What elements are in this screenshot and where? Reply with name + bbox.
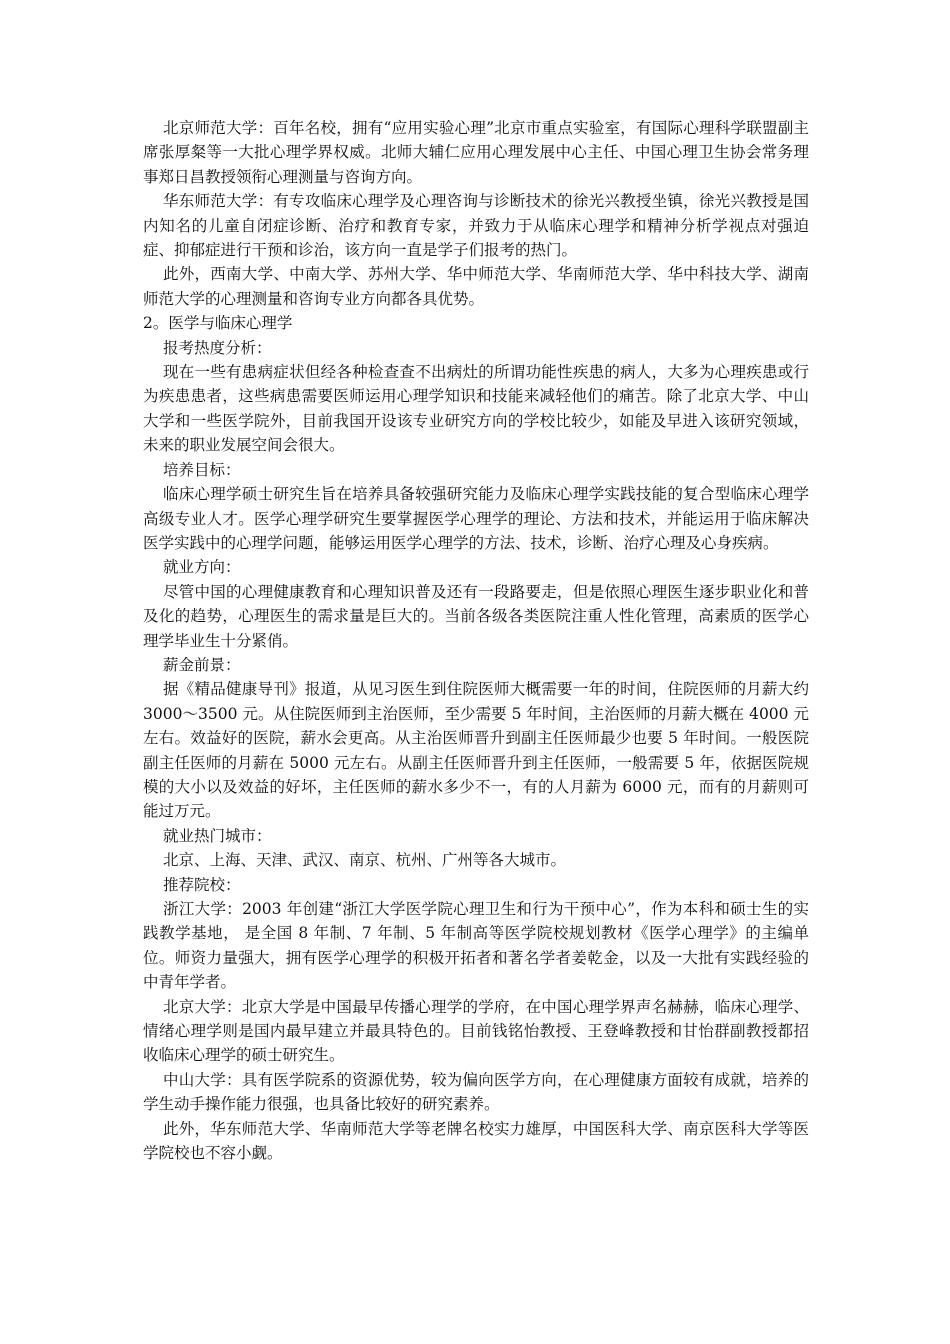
paragraph-sysu: 中山大学：具有医学院系的资源优势，较为偏向医学方向，在心理健康方面较有成就，培养的学生动手操作能力很强，也具备比较好的研究素养。	[143, 1070, 809, 1114]
label-salary: 薪金前景：	[163, 655, 241, 674]
document-page	[143, 116, 809, 1165]
paragraph-ecnu: 华东师范大学：有专攻临床心理学及心理咨询与诊断技术的徐光兴教授坐镇，徐光兴教授是国内知名的儿童自闭症诊断、治疗和教育专家，并致力于从临床心理学和精神分析学视点对强迫症、抑郁症进行干预和诊治，该方向一直是学子们报考的热门。	[143, 192, 809, 260]
paragraph-zju: 浙江大学：2003 年创建“浙江大学医学院心理卫生和行为干预中心”，作为本科和硕士生的实践教学基地， 是全国 8 年制、7 年制、5 年制高等医学院校规划教材《医学心理学》的主编单位。师资力量强大，拥有医学心理学的积极开拓者和著名学者姜乾金，以及一大批有实践经验的中青年学者。	[143, 900, 809, 992]
label-hot-cities: 就业热门城市：	[163, 826, 272, 845]
paragraph-bnu: 北京师范大学：百年名校，拥有“应用实验心理”北京市重点实验室，有国际心理科学联盟副主席张厚粲等一大批心理学界权威。北师大辅仁应用心理发展中心主任、中国心理卫生协会常务理事郑日昌教授领衔心理测量与咨询方向。	[143, 119, 809, 186]
paragraph-hot-cities: 北京、上海、天津、武汉、南京、杭州、广州等各大城市。	[163, 851, 567, 870]
paragraph-salary: 据《精品健康导刊》报道，从见习医生到住院医师大概需要一年的时间，住院医师的月薪大约 3000～3500 元。从住院医师到主治医师，至少需要 5 年时间，主治医师的月薪大概在 4000 元左右。效益好的医院，薪水会更高。从主治医师晋升到副主任医师最少也要 5 年时间。一般医院副主任医师的月薪在 5000 元左右。从副主任医师晋升到主任医师，一般需要 5 年，依据医院规模的大小以及效益的好坏，主任医师的薪水多少不一，有的人月薪为 6000 元，而有的月薪则可能过万元。	[143, 680, 809, 821]
section-heading-medical-clinical: 2。医学与临床心理学	[143, 314, 293, 333]
paragraph-career-direction: 尽管中国的心理健康教育和心理知识普及还有一段路要走，但是依照心理医生逐步职业化和普及化的趋势，心理医生的需求量是巨大的。当前各级各类医院注重人性化管理，高素质的医学心理学毕业生十分紧俏。	[143, 582, 809, 650]
paragraph-training-goal: 临床心理学硕士研究生旨在培养具备较强研究能力及临床心理学实践技能的复合型临床心理学高级专业人才。医学心理学研究生要掌握医学心理学的理论、方法和技术，并能运用于临床解决医学实践中的心理学问题，能够运用医学心理学的方法、技术，诊断、治疗心理及心身疾病。	[143, 485, 809, 552]
label-career-direction: 就业方向：	[163, 558, 241, 577]
paragraph-pku: 北京大学：北京大学是中国最早传播心理学的学府，在中国心理学界声名赫赫，临床心理学、情绪心理学则是国内最早建立并最具特色的。目前钱铭怡教授、王登峰教授和甘怡群副教授都招收临床心理学的硕士研究生。	[143, 997, 809, 1065]
label-training-goal: 培养目标：	[163, 460, 241, 479]
label-recommended-schools: 推荐院校：	[163, 875, 241, 894]
label-popularity: 报考热度分析：	[163, 338, 272, 357]
paragraph-other-schools-2: 此外，华东师范大学、华南师范大学等老牌名校实力雄厚，中国医科大学、南京医科大学等医学院校也不容小觑。	[143, 1119, 809, 1163]
paragraph-popularity: 现在一些有患病症状但经各种检查查不出病灶的所谓功能性疾患的病人，大多为心理疾患或行为疾患患者，这些病患需要医师运用心理学知识和技能来减轻他们的痛苦。除了北京大学、中山大学和一些医学院外，目前我国开设该专业研究方向的学校比较少，如能及早进入该研究领域，未来的职业发展空间会很大。	[143, 363, 809, 455]
paragraph-other-schools-1: 此外，西南大学、中南大学、苏州大学、华中师范大学、华南师范大学、华中科技大学、湖南师范大学的心理测量和咨询专业方向都各具优势。	[143, 265, 809, 308]
